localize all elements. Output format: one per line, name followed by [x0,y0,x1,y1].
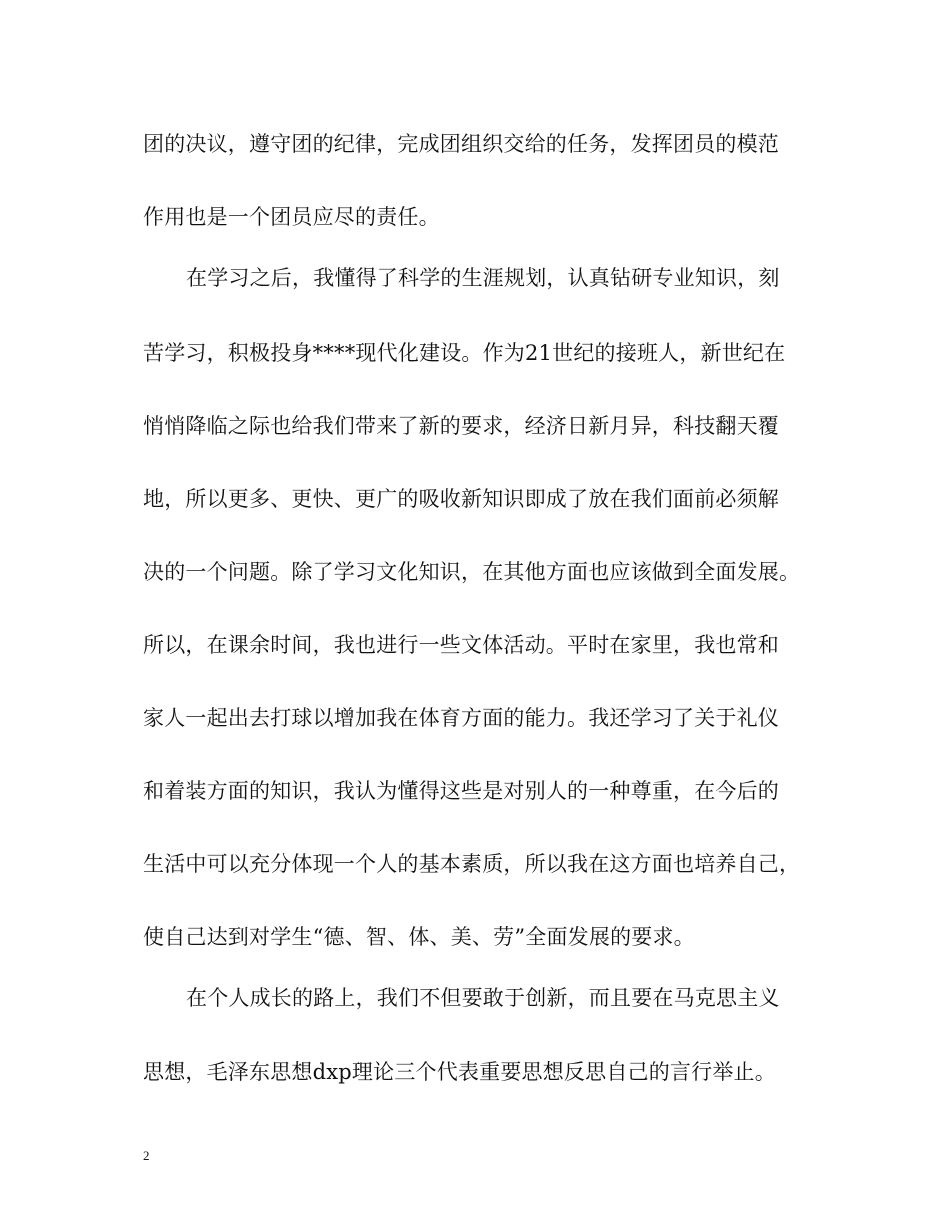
paragraph-2-line-9: 生活中可以充分体现一个人的基本素质，所以我在这方面也培养自己， [143,852,801,876]
paragraph-2-line-4: 地，所以更多、更快、更广的吸收新知识即成了放在我们面前必须解 [143,487,779,511]
paragraph-2-line-5: 决的一个问题。除了学习文化知识，在其他方面也应该做到全面发展。 [143,560,801,584]
paragraph-2-line-8: 和着装方面的知识，我认为懂得这些是对别人的一种尊重，在今后的 [143,779,779,803]
paragraph-2-line-6: 所以，在课余时间，我也进行一些文体活动。平时在家里，我也常和 [143,633,779,657]
paragraph-3-line-2: 思想，毛泽东思想dxp理论三个代表重要思想反思自己的言行举止。 [143,1060,776,1084]
paragraph-2-line-2: 苦学习，积极投身****现代化建设。作为21世纪的接班人，新世纪在 [143,341,786,365]
paragraph-2-line-7: 家人一起出去打球以增加我在体育方面的能力。我还学习了关于礼仪 [143,706,779,730]
paragraph-2-line-3: 悄悄降临之际也给我们带来了新的要求，经济日新月异，科技翻天覆 [143,414,779,438]
text-line-2: 作用也是一个团员应尽的责任。 [143,205,440,229]
paragraph-2-line-10: 使自己达到对学生“德、智、体、美、劳”全面发展的要求。 [143,925,695,949]
paragraph-2-line-1: 在学习之后，我懂得了科学的生涯规划，认真钻研专业知识，刻 [186,266,780,290]
text-line-1: 团的决议，遵守团的纪律，完成团组织交给的任务，发挥团员的模范 [143,132,779,156]
paragraph-3-line-1: 在个人成长的路上，我们不但要敢于创新，而且要在马克思主义 [186,986,780,1010]
page-number: 2 [143,1148,150,1163]
